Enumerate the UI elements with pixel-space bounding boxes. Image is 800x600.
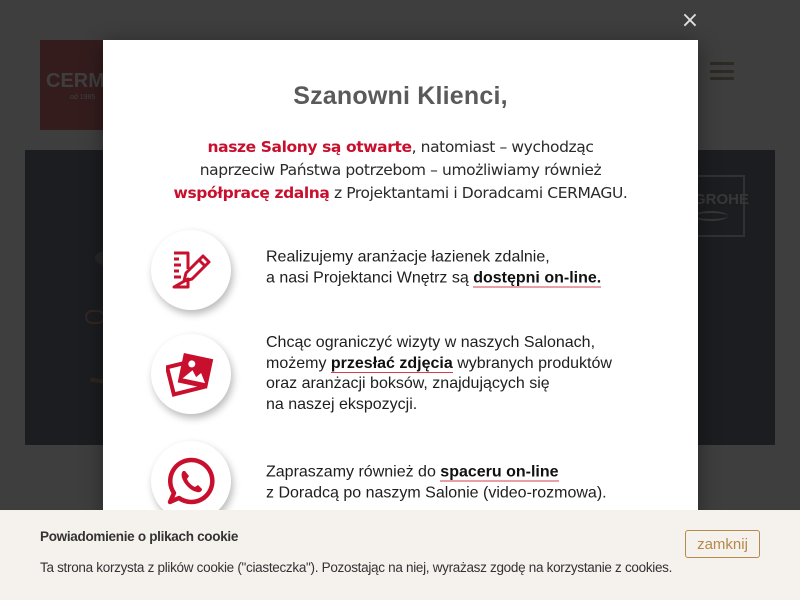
intro-line-2: naprzeciw Państwa potrzebom – umożliwiamy również [199, 161, 602, 179]
feature-text [266, 333, 612, 415]
feature-line [266, 354, 612, 375]
ruler-pencil-icon [151, 230, 231, 310]
close-icon[interactable]: × [680, 8, 700, 33]
feature-text-part: a nasi Projektanci Wnętrz są [266, 269, 474, 286]
feature-line: Realizujemy aranżacje łazienek zdalnie, [266, 248, 550, 266]
intro-highlight: nasze Salony są otwarte [207, 138, 412, 156]
feature-remote-design [151, 230, 681, 320]
feature-line: Chcąc ograniczyć wizyty w naszych Salonach, [266, 334, 596, 351]
intro-line-1 [123, 136, 678, 159]
photos-icon [151, 334, 231, 414]
feature-online-tour [151, 441, 681, 520]
feature-send-photos [151, 334, 681, 424]
feature-line [266, 268, 601, 289]
cookie-close-button[interactable]: zamknij [685, 530, 760, 558]
feature-line: na naszej ekspozycji. [266, 395, 418, 413]
feature-highlight: spaceru on-line [440, 463, 559, 481]
feature-line: oraz aranżacji boksów, znajdujących się [266, 375, 550, 392]
feature-text [266, 463, 607, 504]
feature-text-part: wybranych produktów [452, 354, 612, 372]
feature-highlight: przesłać zdjęcia [330, 354, 453, 372]
feature-text [266, 248, 601, 289]
feature-line: z Doradcą po naszym Salonie (video-rozmowa). [266, 484, 607, 501]
feature-text-part: możemy [266, 354, 331, 372]
cookie-banner [0, 510, 800, 600]
feature-line [266, 463, 607, 484]
cookie-text: Ta strona korzysta z plików cookie ("ciasteczka"). Pozostając na niej, wyrażasz zgodę na korzystanie z cookies. [40, 560, 673, 575]
feature-highlight: dostępni on-line. [473, 269, 602, 286]
intro-text: z Projektantami i Doradcami CERMAGU. [329, 184, 628, 202]
whatsapp-icon [151, 441, 231, 520]
feature-text-part: Zapraszamy również do [266, 463, 441, 481]
announcement-modal [103, 40, 698, 520]
modal-intro [123, 136, 678, 205]
intro-line-3 [123, 182, 678, 205]
intro-text: , natomiast – wychodząc [411, 138, 594, 156]
intro-highlight: współpracę zdalną [173, 184, 330, 202]
cookie-title: Powiadomienie o plikach cookie [40, 529, 239, 544]
modal-title: Szanowni Klienci, [293, 82, 508, 110]
